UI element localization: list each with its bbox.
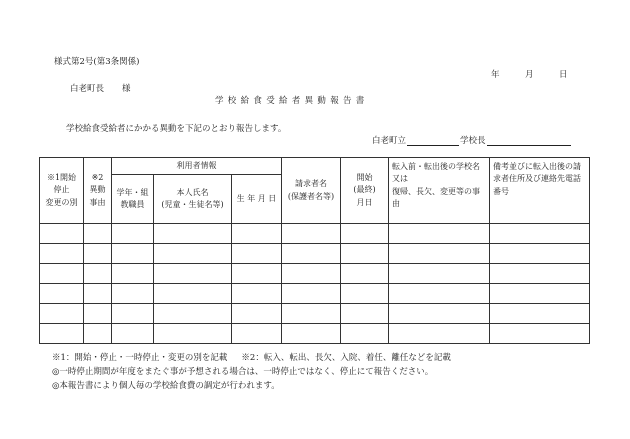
table-cell[interactable] [282,264,341,284]
table-cell[interactable] [490,244,590,264]
table-cell[interactable] [282,244,341,264]
table-cell[interactable] [389,264,490,284]
header-change-reason: ※2 異動 事由 [84,158,112,224]
table-cell[interactable] [490,304,590,324]
table-cell[interactable] [341,284,389,304]
table-cell[interactable] [341,244,389,264]
table-row [40,304,590,324]
table-cell[interactable] [232,324,282,344]
table-cell[interactable] [282,284,341,304]
date-month: 月 [525,70,534,80]
header-user-info: 利用者情報 [112,158,282,175]
table-cell[interactable] [154,304,232,324]
addressee [70,84,131,94]
table-cell[interactable] [40,324,84,344]
table-row [40,264,590,284]
school-name-blank[interactable] [407,136,459,146]
header-birth: 生 年 月 日 [232,175,282,224]
table-cell[interactable] [490,224,590,244]
reporter-line [372,136,571,146]
table-row [40,244,590,264]
table-cell[interactable] [232,244,282,264]
table-cell[interactable] [40,284,84,304]
table-cell[interactable] [389,224,490,244]
table-row [40,284,590,304]
header-start-date: 開始 (最終) 月日 [341,158,389,224]
header-start-stop: ※1開始 停止 変更の別 [40,158,84,224]
date-line [491,70,568,80]
table-cell[interactable] [341,324,389,344]
table-cell[interactable] [84,224,112,244]
reporter-town-school-label: 白老町立 [372,136,407,146]
header-requester: 請求者名 (保護者名等) [282,158,341,224]
table-cell[interactable] [84,304,112,324]
table-cell[interactable] [112,224,154,244]
table-cell[interactable] [112,244,154,264]
table-cell[interactable] [341,224,389,244]
header-school-move: 転入前・転出後の学校名 又は 復帰、長欠、変更等の事 由 [389,158,490,224]
table-cell[interactable] [84,284,112,304]
form-number: 様式第2号(第3条関係) [54,57,140,67]
table-cell[interactable] [40,224,84,244]
table-cell[interactable] [389,244,490,264]
note-1 [52,353,451,363]
table-cell[interactable] [341,264,389,284]
table-cell[interactable] [112,324,154,344]
table-cell[interactable] [282,304,341,324]
date-year: 年 [491,70,500,80]
table-cell[interactable] [389,284,490,304]
addressee-office: 白老町長 [70,84,105,94]
table-cell[interactable] [490,284,590,304]
table-cell[interactable] [112,304,154,324]
reporter-principal-label: 学校長 [460,136,486,146]
table-cell[interactable] [341,304,389,324]
date-day: 日 [559,70,568,80]
table-cell[interactable] [40,244,84,264]
table-cell[interactable] [112,284,154,304]
table-cell[interactable] [232,284,282,304]
table-cell[interactable] [490,324,590,344]
table-cell[interactable] [490,264,590,284]
table-cell[interactable] [282,224,341,244]
table-cell[interactable] [154,324,232,344]
table-cell[interactable] [154,264,232,284]
note-1b: ※2：転入、転出、長欠、入院、着任、離任などを記載 [241,353,451,363]
header-grade: 学年・組 教職員 [112,175,154,224]
report-table [39,157,590,344]
table-cell[interactable] [389,324,490,344]
table-cell[interactable] [112,264,154,284]
header-remarks: 備考並びに転入出後の請 求者住所及び連絡先電話 番号 [490,158,590,224]
principal-name-blank[interactable] [487,136,571,146]
table-row [40,224,590,244]
document-title: 学校給食受給者異動報告書 [215,96,369,106]
intro-text: 学校給食受給者にかかる異動を下記のとおり報告します。 [66,124,287,134]
table-cell[interactable] [154,284,232,304]
table-cell[interactable] [84,264,112,284]
table-cell[interactable] [232,304,282,324]
table-cell[interactable] [282,324,341,344]
addressee-honorific: 様 [122,84,131,94]
table-cell[interactable] [40,264,84,284]
table-cell[interactable] [232,224,282,244]
table-cell[interactable] [84,244,112,264]
table-cell[interactable] [389,304,490,324]
table-cell[interactable] [84,324,112,344]
table-cell[interactable] [232,264,282,284]
note-1a: ※1：開始・停止・一時停止・変更の別を記載 [52,353,228,363]
table-cell[interactable] [154,244,232,264]
table-cell[interactable] [154,224,232,244]
table-cell[interactable] [40,304,84,324]
header-name: 本人氏名 (児童・生徒名等) [154,175,232,224]
note-2: ◎一時停止期間が年度をまたぐ事が予想される場合は、一時停止ではなく、停止にて報告ください。 [52,367,434,377]
table-row [40,324,590,344]
note-3: ◎本報告書により個人毎の学校給食費の調定が行われます。 [52,381,280,391]
